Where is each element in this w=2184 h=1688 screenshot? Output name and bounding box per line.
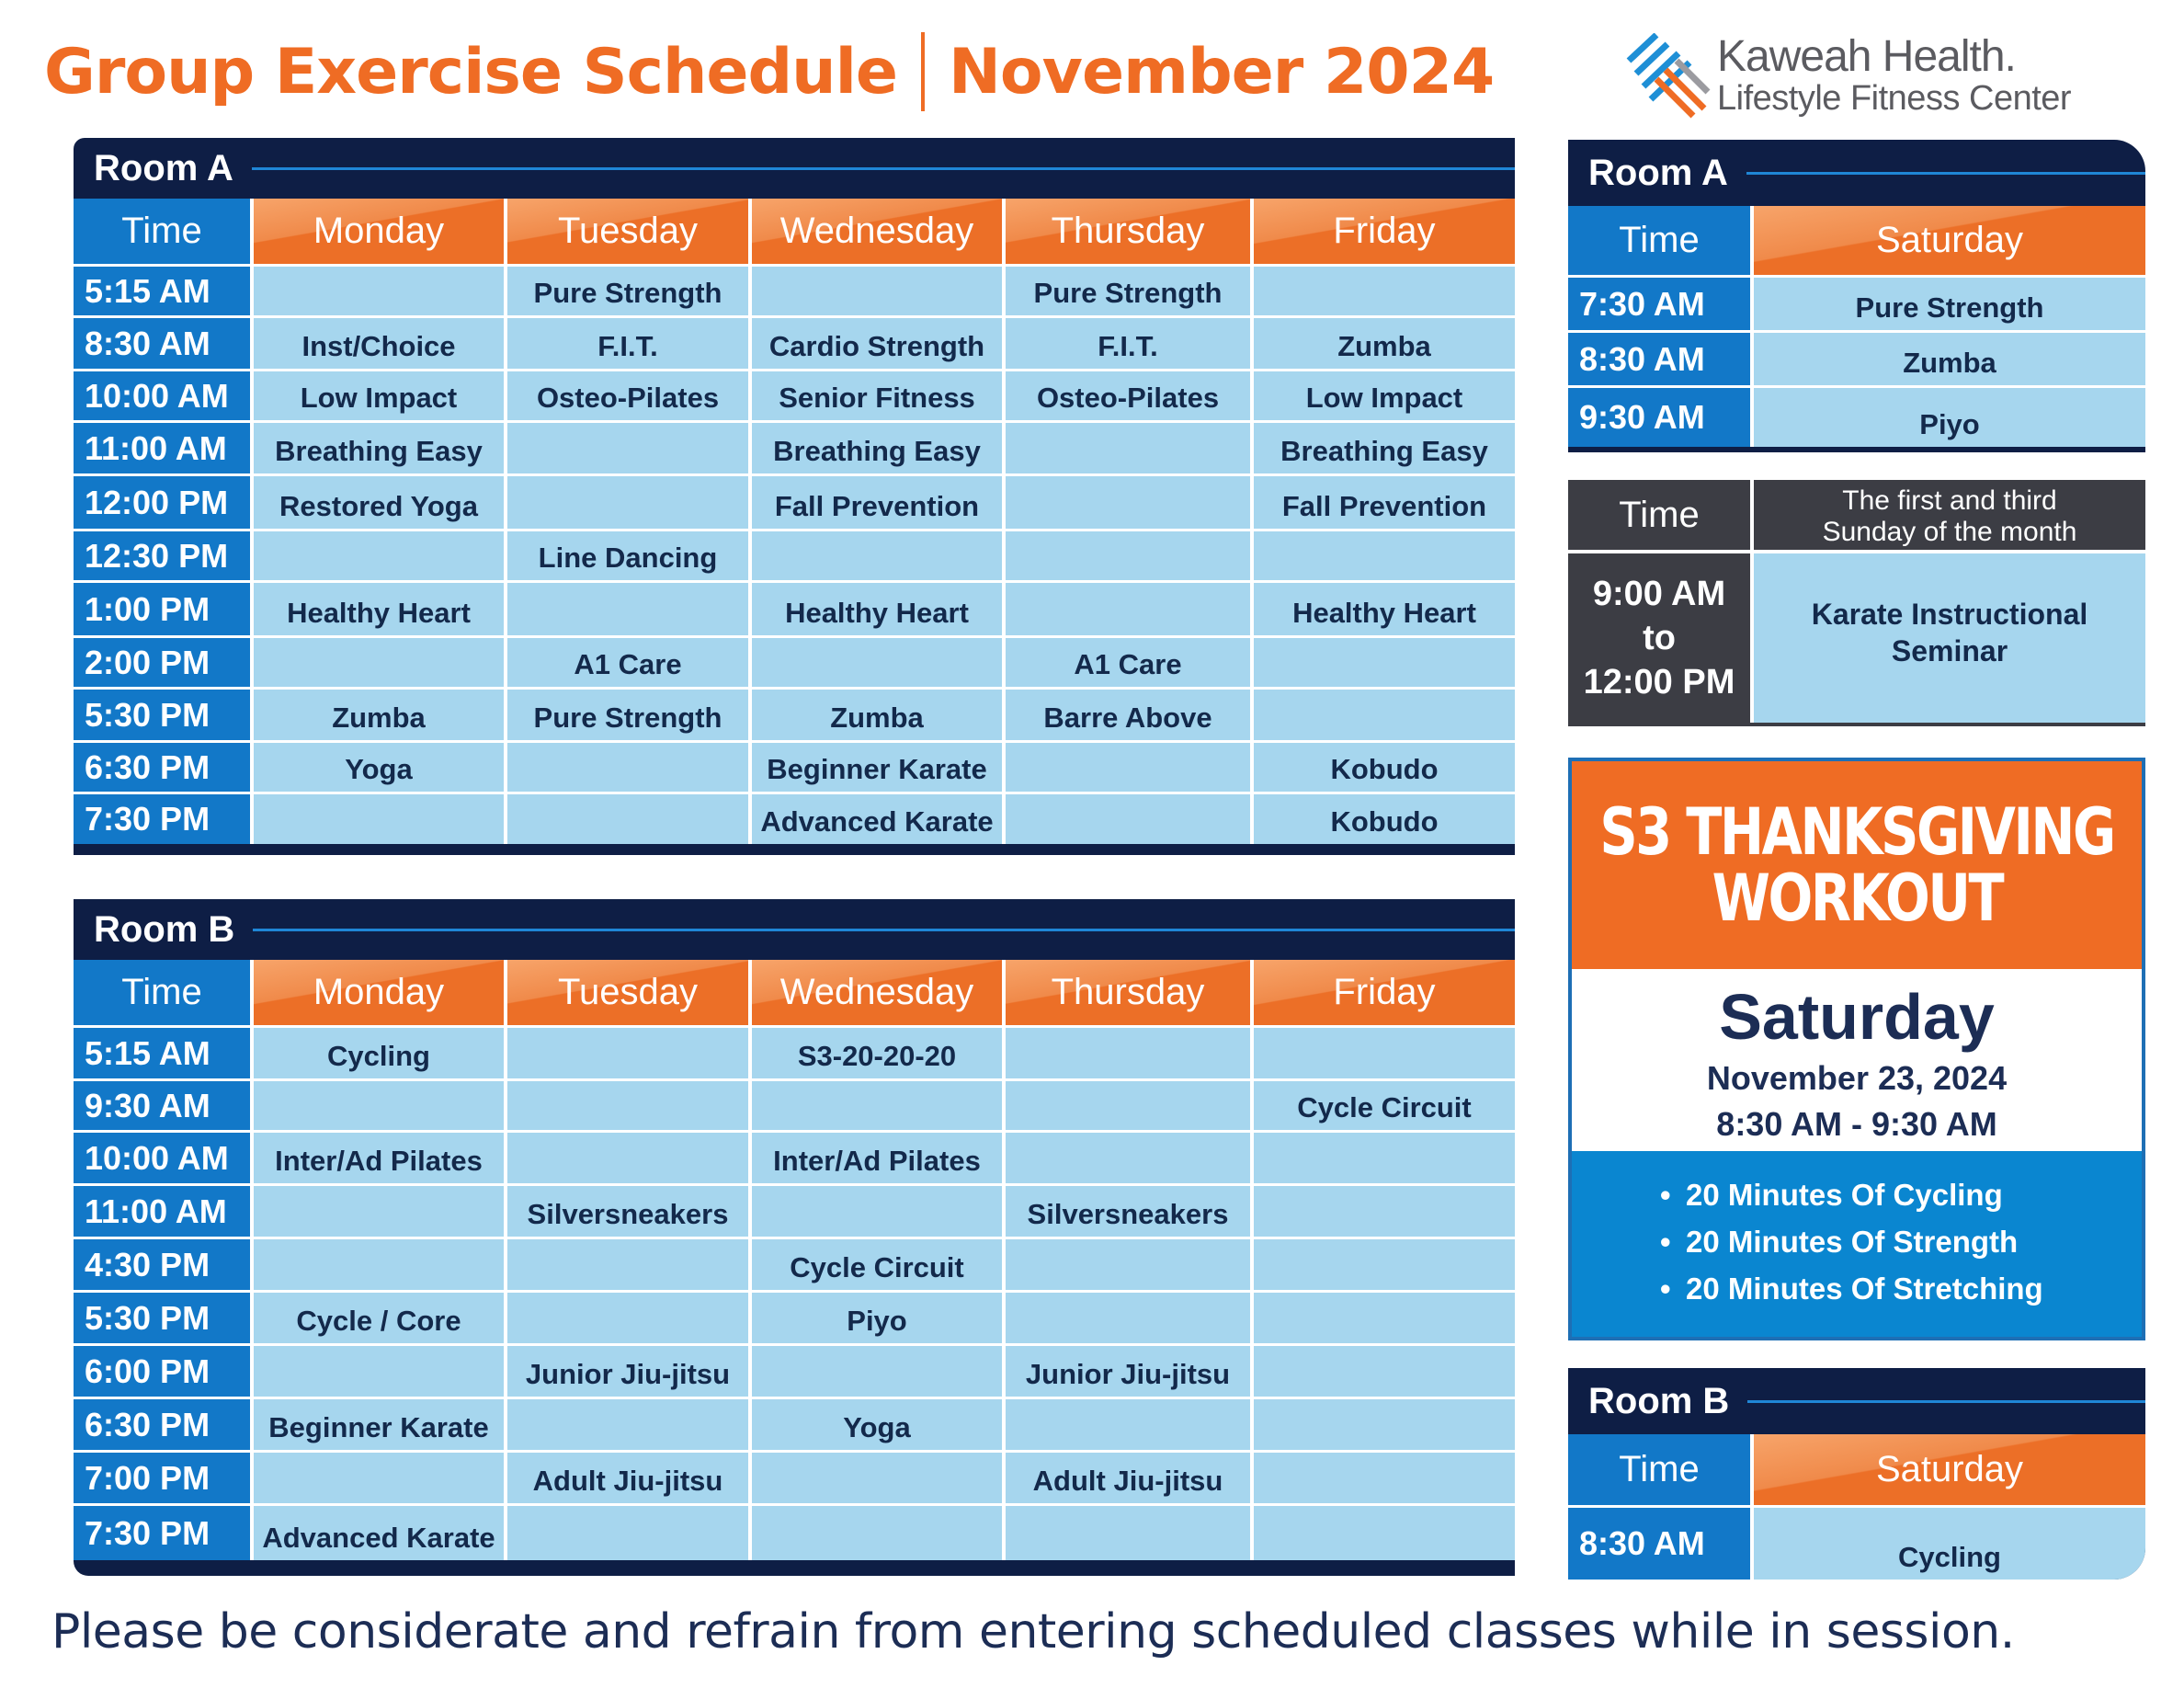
promo-time: 8:30 AM - 9:30 AM [1716, 1105, 1997, 1143]
time-cell: 9:30 AM [74, 1081, 254, 1130]
table-row [74, 583, 1515, 638]
time-cell: 5:30 PM [74, 690, 254, 740]
table-row [74, 794, 1515, 844]
col-header-saturday: Saturday [1754, 1434, 2145, 1505]
class-cell [1006, 1399, 1254, 1450]
class-cell: A1 Care [1006, 638, 1254, 687]
room-a-weekday-schedule [74, 138, 1515, 855]
table-row [74, 1293, 1515, 1346]
class-cell: Adult Jiu-jitsu [507, 1453, 752, 1503]
class-cell: Zumba [752, 690, 1006, 740]
class-cell [1254, 1293, 1515, 1343]
class-cell [1254, 1453, 1515, 1503]
table-row [1568, 278, 2145, 333]
col-header-friday: Friday [1254, 199, 1515, 264]
room-a-saturday-schedule [1568, 140, 2145, 452]
table-row [1568, 333, 2145, 388]
class-cell [1006, 1506, 1254, 1560]
class-cell [507, 1293, 752, 1343]
class-cell [507, 794, 752, 844]
class-cell [752, 1346, 1006, 1397]
header-rule [1746, 172, 2145, 175]
sunday-header [1568, 480, 2145, 553]
time-cell: 6:30 PM [74, 743, 254, 792]
room-b-weekday-schedule [74, 899, 1515, 1576]
class-cell [752, 1506, 1006, 1560]
room-b-rows [74, 1028, 1515, 1560]
table-row [74, 1133, 1515, 1186]
sunday-day-header [1754, 480, 2145, 550]
class-cell [1006, 1239, 1254, 1290]
class-cell: Piyo [752, 1293, 1006, 1343]
table-row [74, 1239, 1515, 1293]
col-header-saturday: Saturday [1754, 206, 2145, 275]
sunday-time [1568, 553, 1754, 723]
table-row [1568, 388, 2145, 447]
room-b-saturday-schedule [1568, 1368, 2145, 1580]
col-header-monday: Monday [254, 960, 507, 1025]
footer-notice: Please be considerate and refrain from entering scheduled classes while in session. [51, 1604, 2015, 1659]
class-cell [1006, 423, 1254, 473]
class-cell [1006, 583, 1254, 635]
class-cell [1006, 1028, 1254, 1078]
class-cell: Breathing Easy [254, 423, 507, 473]
sunday-time-header: Time [1568, 480, 1754, 550]
class-cell: Adult Jiu-jitsu [1006, 1453, 1254, 1503]
class-cell [752, 1453, 1006, 1503]
class-cell: Senior Fitness [752, 371, 1006, 420]
class-cell [1254, 690, 1515, 740]
class-cell [1254, 1346, 1515, 1397]
table-row [74, 267, 1515, 318]
col-header-monday: Monday [254, 199, 507, 264]
promo-item: • 20 Minutes Of Stretching [1572, 1265, 2142, 1312]
class-cell: Cycling [1754, 1508, 2145, 1580]
class-cell: F.I.T. [507, 318, 752, 369]
class-cell: Inst/Choice [254, 318, 507, 369]
class-cell [1254, 1186, 1515, 1237]
table-header-row [1568, 1434, 2145, 1508]
room-b-sat-grid [1568, 1434, 2145, 1580]
header-rule [252, 167, 1515, 170]
table-row [74, 1186, 1515, 1239]
time-cell: 12:00 PM [74, 476, 254, 529]
time-cell: 2:00 PM [74, 638, 254, 687]
col-header-thursday: Thursday [1006, 960, 1254, 1025]
class-cell [254, 1453, 507, 1503]
table-header-row [74, 960, 1515, 1028]
class-cell [752, 1186, 1006, 1237]
col-header-tuesday: Tuesday [507, 960, 752, 1025]
time-cell: 5:15 AM [74, 267, 254, 315]
class-cell [254, 1186, 507, 1237]
sunday-time-end: 12:00 PM [1583, 663, 1735, 701]
class-cell: Restored Yoga [254, 476, 507, 529]
sunday-row [1568, 553, 2145, 723]
class-cell: Cycle Circuit [752, 1239, 1006, 1290]
promo-title-banner [1572, 761, 2142, 969]
class-cell [752, 1081, 1006, 1130]
class-cell: Pure Strength [507, 267, 752, 315]
promo-item: • 20 Minutes Of Strength [1572, 1218, 2142, 1265]
class-cell: Junior Jiu-jitsu [507, 1346, 752, 1397]
table-row [74, 690, 1515, 743]
class-cell: Fall Prevention [1254, 476, 1515, 529]
sunday-class-line-2: Seminar [1891, 634, 2008, 667]
class-cell [1006, 1293, 1254, 1343]
class-cell: Cycle / Core [254, 1293, 507, 1343]
class-cell: Healthy Heart [254, 583, 507, 635]
class-cell: Pure Strength [507, 690, 752, 740]
col-header-time: Time [74, 960, 254, 1025]
table-row [74, 371, 1515, 423]
class-cell [1006, 794, 1254, 844]
class-cell [254, 794, 507, 844]
class-cell [254, 531, 507, 580]
class-cell: A1 Care [507, 638, 752, 687]
class-cell: Junior Jiu-jitsu [1006, 1346, 1254, 1397]
time-cell: 7:00 PM [74, 1453, 254, 1503]
room-a-header [74, 138, 1515, 199]
class-cell: Osteo-Pilates [1006, 371, 1254, 420]
time-cell: 10:00 AM [74, 371, 254, 420]
promo-day: Saturday [1719, 981, 1995, 1053]
class-cell [1254, 1506, 1515, 1560]
class-cell [507, 743, 752, 792]
sunday-class-line-1: Karate Instructional [1811, 598, 2088, 631]
class-cell [507, 1239, 752, 1290]
room-b-sat-rows [1568, 1508, 2145, 1580]
class-cell [507, 1028, 752, 1078]
class-cell: F.I.T. [1006, 318, 1254, 369]
time-cell: 5:15 AM [74, 1028, 254, 1078]
logo-subtitle: Lifestyle Fitness Center [1717, 79, 2072, 118]
promo-item: • 20 Minutes Of Cycling [1572, 1171, 2142, 1218]
kaweah-health-logo [1623, 28, 2138, 129]
col-header-tuesday: Tuesday [507, 199, 752, 264]
page-title [44, 26, 1494, 118]
title-divider [921, 32, 925, 111]
room-b-sat-header [1568, 1368, 2145, 1434]
class-cell: Piyo [1754, 388, 2145, 447]
col-header-thursday: Thursday [1006, 199, 1254, 264]
table-row [74, 1028, 1515, 1081]
table-row [74, 1399, 1515, 1453]
time-cell: 8:30 AM [74, 318, 254, 369]
class-cell: Cardio Strength [752, 318, 1006, 369]
class-cell: Kobudo [1254, 794, 1515, 844]
sunday-day-line-1: The first and third [1842, 485, 2057, 516]
class-cell: Healthy Heart [752, 583, 1006, 635]
class-cell: Cycle Circuit [1254, 1081, 1515, 1130]
time-cell: 10:00 AM [74, 1133, 254, 1183]
table-row [74, 476, 1515, 531]
room-a-grid [74, 199, 1515, 855]
table-row [74, 638, 1515, 690]
col-header-time: Time [1568, 206, 1754, 275]
time-cell: 7:30 PM [74, 1506, 254, 1560]
time-cell: 11:00 AM [74, 1186, 254, 1237]
class-cell: Advanced Karate [752, 794, 1006, 844]
time-cell: 7:30 AM [1568, 278, 1754, 330]
sunday-day-line-2: Sunday of the month [1822, 517, 2077, 547]
table-header-row [74, 199, 1515, 267]
class-cell: Yoga [752, 1399, 1006, 1450]
class-cell: Breathing Easy [752, 423, 1006, 473]
room-b-sat-label: Room B [1588, 1380, 1730, 1421]
class-cell: Silversneakers [507, 1186, 752, 1237]
col-header-friday: Friday [1254, 960, 1515, 1025]
promo-details [1572, 1151, 2142, 1337]
class-cell [507, 423, 752, 473]
class-cell: Pure Strength [1006, 267, 1254, 315]
class-cell [1254, 638, 1515, 687]
class-cell [1254, 1399, 1515, 1450]
class-cell: Beginner Karate [254, 1399, 507, 1450]
class-cell [507, 583, 752, 635]
room-a-sat-grid [1568, 206, 2145, 452]
header-rule [253, 929, 1515, 931]
time-cell: 11:00 AM [74, 423, 254, 473]
class-cell [1254, 267, 1515, 315]
title-text: Group Exercise Schedule [44, 35, 898, 108]
promo-title-line-1: S3 THANKSGIVING [1599, 794, 2114, 870]
class-cell [1254, 1239, 1515, 1290]
class-cell [1006, 743, 1254, 792]
logo-name: Kaweah Health. [1717, 32, 2016, 81]
class-cell: Breathing Easy [1254, 423, 1515, 473]
room-a-sat-label: Room A [1588, 152, 1728, 193]
class-cell: Healthy Heart [1254, 583, 1515, 635]
class-cell: Low Impact [1254, 371, 1515, 420]
class-cell [752, 638, 1006, 687]
room-b-label: Room B [94, 908, 235, 950]
class-cell [507, 1506, 752, 1560]
logo-chevrons-icon [1623, 33, 1712, 120]
table-row [74, 743, 1515, 794]
table-row [74, 1081, 1515, 1133]
promo-date-block [1572, 969, 2142, 1155]
class-cell [507, 476, 752, 529]
table-row [74, 318, 1515, 371]
class-cell: Advanced Karate [254, 1506, 507, 1560]
class-cell [752, 267, 1006, 315]
class-cell: Silversneakers [1006, 1186, 1254, 1237]
time-cell: 4:30 PM [74, 1239, 254, 1290]
class-cell [1254, 1028, 1515, 1078]
table-row [1568, 1508, 2145, 1580]
class-cell [1254, 1133, 1515, 1183]
class-cell: Osteo-Pilates [507, 371, 752, 420]
class-cell [1006, 476, 1254, 529]
class-cell [254, 1239, 507, 1290]
class-cell: Barre Above [1006, 690, 1254, 740]
time-cell: 6:00 PM [74, 1346, 254, 1397]
time-cell: 8:30 AM [1568, 1508, 1754, 1580]
table-row [74, 1346, 1515, 1399]
class-cell [1006, 1133, 1254, 1183]
room-a-rows [74, 267, 1515, 844]
class-cell [507, 1081, 752, 1130]
class-cell: Low Impact [254, 371, 507, 420]
class-cell: Zumba [1254, 318, 1515, 369]
class-cell: Inter/Ad Pilates [752, 1133, 1006, 1183]
title-month: November 2024 [949, 35, 1495, 108]
promo-title-line-2: WORKOUT [1712, 861, 2002, 936]
time-cell: 12:30 PM [74, 531, 254, 580]
class-cell [254, 1081, 507, 1130]
class-cell [1006, 531, 1254, 580]
col-header-wednesday: Wednesday [752, 960, 1006, 1025]
col-header-time: Time [74, 199, 254, 264]
class-cell: Yoga [254, 743, 507, 792]
sunday-time-start: 9:00 AM [1592, 575, 1726, 613]
promo-date: November 23, 2024 [1706, 1059, 2008, 1097]
time-cell: 9:30 AM [1568, 388, 1754, 447]
time-cell: 6:30 PM [74, 1399, 254, 1450]
sunday-schedule [1568, 480, 2145, 726]
class-cell: Fall Prevention [752, 476, 1006, 529]
class-cell [254, 267, 507, 315]
time-cell: 7:30 PM [74, 794, 254, 844]
room-a-label: Room A [94, 147, 233, 188]
room-a-sat-header [1568, 140, 2145, 206]
class-cell [254, 638, 507, 687]
class-cell: Inter/Ad Pilates [254, 1133, 507, 1183]
room-a-sat-rows [1568, 278, 2145, 447]
time-cell: 5:30 PM [74, 1293, 254, 1343]
class-cell: Zumba [1754, 333, 2145, 385]
thanksgiving-workout-promo [1568, 758, 2145, 1340]
header-rule [1747, 1400, 2145, 1403]
class-cell [1006, 1081, 1254, 1130]
table-row [74, 531, 1515, 583]
table-header-row [1568, 206, 2145, 278]
class-cell: S3-20-20-20 [752, 1028, 1006, 1078]
class-cell [254, 1346, 507, 1397]
col-header-time: Time [1568, 1434, 1754, 1505]
class-cell: Zumba [254, 690, 507, 740]
time-cell: 1:00 PM [74, 583, 254, 635]
class-cell: Cycling [254, 1028, 507, 1078]
class-cell: Line Dancing [507, 531, 752, 580]
table-row [74, 423, 1515, 476]
class-cell [1254, 531, 1515, 580]
table-row [74, 1506, 1515, 1560]
room-b-header [74, 899, 1515, 960]
time-cell: 8:30 AM [1568, 333, 1754, 385]
sunday-class [1754, 553, 2145, 723]
table-row [74, 1453, 1515, 1506]
class-cell [507, 1399, 752, 1450]
class-cell [507, 1133, 752, 1183]
room-b-grid [74, 960, 1515, 1576]
class-cell [752, 531, 1006, 580]
col-header-wednesday: Wednesday [752, 199, 1006, 264]
class-cell: Kobudo [1254, 743, 1515, 792]
class-cell: Beginner Karate [752, 743, 1006, 792]
sunday-time-to: to [1643, 619, 1676, 657]
class-cell: Pure Strength [1754, 278, 2145, 330]
